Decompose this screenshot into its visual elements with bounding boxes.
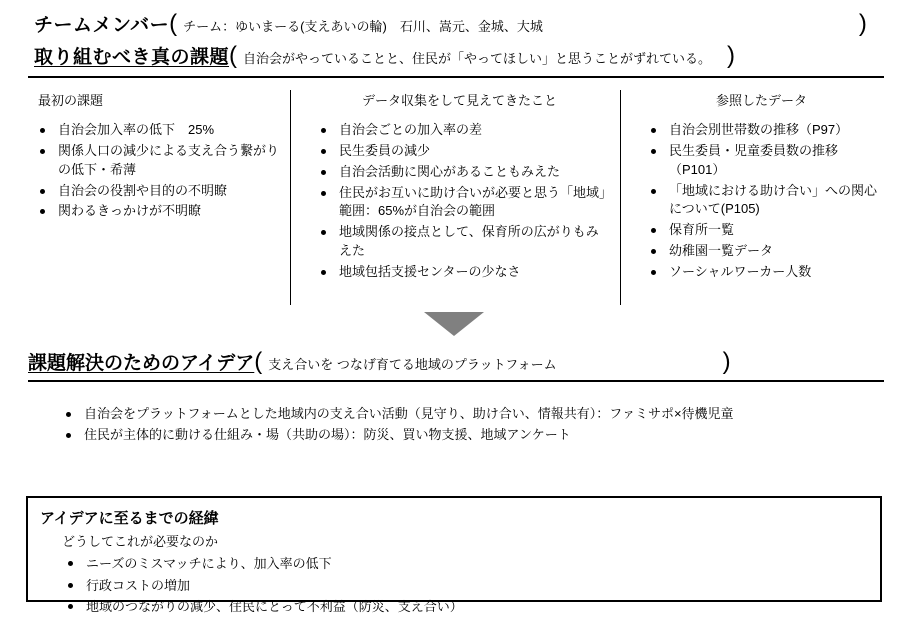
list-item: 住民がお互いに助け合いが必要と思う「地域」範囲：65%が自治会の範囲 <box>309 184 610 222</box>
idea-close-paren: ) <box>722 348 731 375</box>
background-box-list <box>28 554 880 617</box>
idea-heading-row <box>28 348 731 375</box>
list-item: 「地域における助け合い」への関心について(P105) <box>639 182 884 220</box>
real-issue-value: 自治会がやっていることと、住民が「やってほしい」と思うことがずれている。 <box>243 51 712 66</box>
down-arrow-icon <box>424 312 484 336</box>
list-item: 地域のつながりの減少、住民にとって不利益（防災、支え合い） <box>28 597 880 617</box>
column-title: 最初の課題 <box>38 93 104 108</box>
column-title: データ収集をして見えてきたこと <box>361 93 557 108</box>
column-findings <box>290 90 620 305</box>
column-title: 参照したデータ <box>715 93 807 108</box>
list-item: 幼稚園一覧データ <box>639 242 884 261</box>
list-item: ソーシャルワーカー人数 <box>639 263 884 282</box>
initial-issues-list <box>28 121 280 221</box>
analysis-columns <box>28 90 884 305</box>
idea-label: 課題解決のためのアイデア <box>28 353 255 374</box>
list-item: 自治会活動に関心があることもみえた <box>309 163 610 182</box>
background-box-subtitle: どうしてこれが必要なのか <box>62 534 219 549</box>
idea-list <box>54 405 884 447</box>
team-members-label: チームメンバー <box>34 15 170 36</box>
idea-open-paren: ( <box>254 348 263 375</box>
list-item: 自治会加入率の低下 25% <box>28 121 280 140</box>
column-data-sources <box>620 90 884 305</box>
background-box-title: アイデアに至るまでの経緯 <box>40 510 219 527</box>
issue-open-paren: ( <box>229 42 238 69</box>
list-item: 自治会別世帯数の推移（P97） <box>639 121 884 140</box>
header-divider <box>28 76 884 78</box>
issue-close-paren: ) <box>727 42 736 69</box>
team-members-value: チーム：ゆいまーる(支えあいの輪) 石川、嵩元、金城、大城 <box>183 19 543 34</box>
data-sources-list <box>639 121 884 282</box>
list-item: 自治会の役割や目的の不明瞭 <box>28 182 280 201</box>
list-item: 住民が主体的に動ける仕組み・場（共助の場）：防災、買い物支援、地域アンケート <box>54 426 884 445</box>
idea-value: 支え合いを つなげ育てる地域のプラットフォーム <box>268 357 557 372</box>
list-item: 行政コストの増加 <box>28 576 880 596</box>
list-item: 地域包括支援センターの少なさ <box>309 263 610 282</box>
list-item: 自治会ごとの加入率の差 <box>309 121 610 140</box>
team-open-paren: ( <box>169 10 178 37</box>
real-issue-row <box>34 42 735 69</box>
list-item: 関係人口の減少による支え合う繋がりの低下・希薄 <box>28 142 280 180</box>
team-close-paren: ) <box>858 10 867 37</box>
real-issue-label: 取り組むべき真の課題 <box>34 47 230 68</box>
column-initial-issues <box>28 90 290 305</box>
list-item: 民生委員の減少 <box>309 142 610 161</box>
background-box <box>26 496 882 614</box>
list-item: 民生委員・児童委員数の推移（P101） <box>639 142 884 180</box>
idea-divider <box>28 380 884 382</box>
findings-list <box>309 121 610 282</box>
list-item: 関わるきっかけが不明瞭 <box>28 202 280 221</box>
list-item: 自治会をプラットフォームとした地域内の支え合い活動（見守り、助け合い、情報共有）：ファミサポ×待機児童 <box>54 405 884 424</box>
list-item: 保育所一覧 <box>639 221 884 240</box>
list-item: 地域関係の接点として、保育所の広がりもみえた <box>309 223 610 261</box>
team-members-row <box>34 10 867 37</box>
list-item: ニーズのミスマッチにより、加入率の低下 <box>28 554 880 574</box>
